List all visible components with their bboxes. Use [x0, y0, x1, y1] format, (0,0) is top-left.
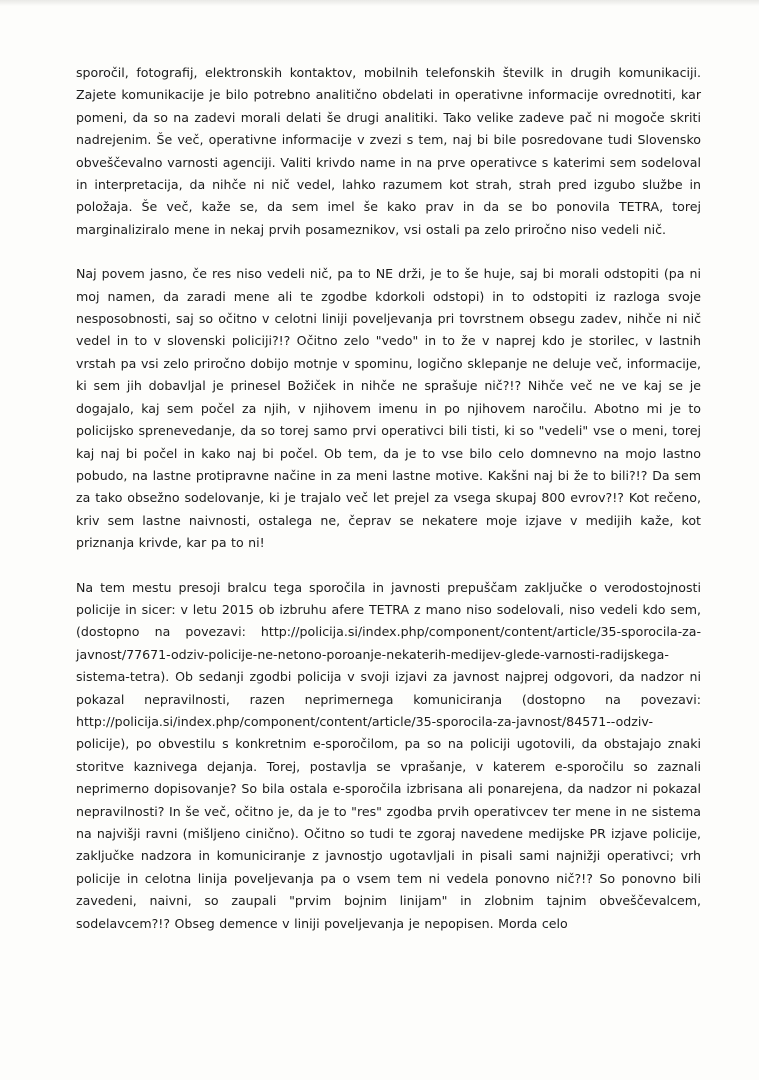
paragraph-3: Na tem mestu presoji bralcu tega sporočila in javnosti prepuščam zaključke o verodostojnosti policije in sicer: v letu 2015 ob izbruhu afere TETRA z mano niso sodelovali, niso vedeli kdo sem, (dostopno na povezavi: http://policija.si/index.php/component/content/article/35-sporocila-za-javnost/77671-odziv-policije-ne-netono-poroanje-nekaterih-medijev-glede-varnosti-radijskega-sistema-tetra). Ob sedanji zgodbi policija v svoji izjavi za javnost najprej odgovori, da nadzor ni pokazal nepravilnosti, razen neprimernega komuniciranja (dostopno na povezavi: http://policija.si/index.php/component/content/article/35-sporocila-za-javnost/84571--odziv-policije), po obvestilu s konkretnim e-sporočilom, pa so na policiji ugotovili, da obstajajo znaki storitve kaznivega dejanja. Torej, postavlja se vprašanje, v katerem e-sporočilu so zaznali neprimerno dopisovanje? So bila ostala e-sporočila izbrisana ali ponarejena, da nadzor ni pokazal nepravilnosti? In še več, očitno je, da je to "res" zgodba prvih operativcev ter mene in ne sistema na najvišji ravni (mišljeno cinično). Očitno so tudi te zgoraj navedene medijske PR izjave policije, zaključke nadzora in komuniciranje z javnostjo ugotavljali in pisali sami najnižji operativci; vrh policije in celotna linija poveljevanja pa o vsem tem ni vedela ponovno nič?!? So ponovno bili zavedeni, naivni, so zaupali "prvim bojnim linijam" in zlobnim tajnim obveščevalcem, sodelavcem?!? Obseg demence v liniji poveljevanja je nepopisen. Morda celo: [76, 579, 701, 931]
paragraph-1: sporočil, fotografij, elektronskih kontaktov, mobilnih telefonskih številk in drugih komunikaciji. Zajete komunikacije je bilo potrebno analitično obdelati in operativne informacije ovrednotiti, kar pomeni, da so na zadevi morali delati še drugi analitiki. Tako velike zadeve pač ni mogoče skriti nadrejenim. Še več, operativne informacije v zvezi s tem, naj bi bile posredovane tudi Slovensko obveščevalno varnosti agenciji. Valiti krivdo name in na prve operativce s katerimi sem sodeloval in interpretacija, da nihče ni nič vedel, lahko razumem kot strah, strah pred izgubo službe in položaja. Še več, kaže se, da sem imel še kako prav in da se bo ponovila TETRA, torej marginaliziralo mene in nekaj prvih posameznikov, vsi ostali pa zelo priročno niso vedeli nič.: [76, 65, 701, 237]
scan-edge: [0, 0, 759, 6]
paragraph-2: Naj povem jasno, če res niso vedeli nič, pa to NE drži, je to še huje, saj bi morali odstopiti (pa ni moj namen, da zaradi mene ali te zgodbe kdorkoli odstopi) in to odstopiti iz razloga svoje nesposobnosti, saj so očitno v celotni liniji poveljevanja pri tovrstnem obsegu zadev, nihče ni nič vedel in to v slovenski policiji?!? Očitno zelo "vedo" in to že v naprej kdo je storilec, v lastnih vrstah pa vsi zelo priročno dobijo motnje v spominu, logično sklepanje ne deluje več, informacije, ki sem jih dobavljal je prinesel Božiček in nihče ne sprašuje nič?!? Nihče več ne ve kaj se je dogajalo, kaj sem počel za njih, v njihovem imenu in po njihovem naročilu. Abotno mi je to policijsko sprenevedanje, da so torej samo prvi operativci bili tisti, ki so "vedeli" vse o meni, torej kaj naj bi počel in kako naj bi počel. Ob tem, da je to vse bilo celo domnevno na mojo lastno pobudo, na lastne protipravne načine in za meni lastne motive. Kakšni naj bi že to bili?!? Da sem za tako obsežno sodelovanje, ki je trajalo več let prejel za vsega skupaj 800 evrov?!? Kot rečeno, kriv sem lastne naivnosti, ostalega ne, čeprav se nekatere moje izjave v medijih kaže, kot priznanja krivde, kar pa to ni!: [76, 266, 701, 551]
